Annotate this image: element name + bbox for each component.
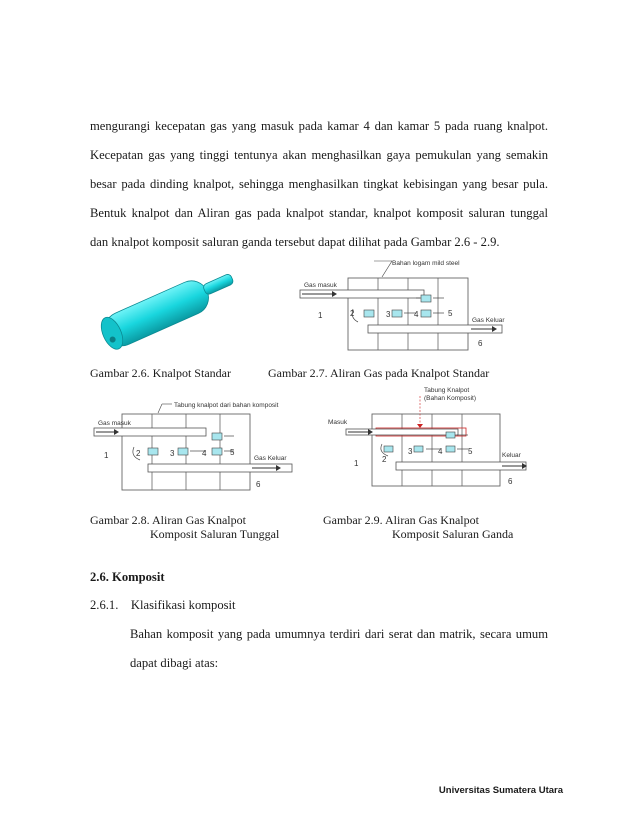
fig29-num: 4 xyxy=(438,447,443,456)
section-line: dapat dibagi atas: xyxy=(130,656,219,670)
fig28-label-material: Tabung knalpot dari bahan komposit xyxy=(174,402,279,409)
fig28-num: 1 xyxy=(104,451,109,460)
figure-2-6-muffler-image xyxy=(86,262,246,352)
fig29-num: 6 xyxy=(508,477,513,486)
fig28-num: 6 xyxy=(256,480,261,489)
figure-2-8-caption: Gambar 2.8. Aliran Gas Knalpot xyxy=(90,513,246,527)
body-line: Kecepatan gas yang tinggi tentunya akan menghasilkan gaya pemukulan yang semakin xyxy=(90,148,548,162)
fig27-num: 2 xyxy=(350,309,355,318)
figure-2-8-diagram xyxy=(92,392,302,502)
fig28-num: 4 xyxy=(202,449,207,458)
body-line: besar pada dinding knalpot, sehingga menghasilkan tingkat kebisingan yang besar pula. xyxy=(90,177,548,191)
fig28-label-in: Gas masuk xyxy=(98,420,131,427)
subsection-heading: 2.6.1. Klasifikasi komposit xyxy=(90,598,236,612)
figure-2-6-caption: Gambar 2.6. Knalpot Standar xyxy=(90,366,231,380)
figure-2-9-caption: Gambar 2.9. Aliran Gas Knalpot xyxy=(323,513,479,527)
fig29-num: 5 xyxy=(468,447,473,456)
fig28-label-out: Gas Keluar xyxy=(254,455,287,462)
fig27-num: 5 xyxy=(448,309,453,318)
figure-2-9-diagram xyxy=(322,384,542,504)
figure-2-7-diagram xyxy=(296,258,506,358)
fig28-num: 5 xyxy=(230,448,235,457)
fig29-label-tube: Tabung Knalpot xyxy=(424,387,470,394)
fig27-num: 4 xyxy=(414,310,419,319)
body-line: dan knalpot komposit saluran ganda tersebut dapat dilihat pada Gambar 2.6 - 2.9. xyxy=(90,235,500,249)
figure-2-7-caption: Gambar 2.7. Aliran Gas pada Knalpot Standar xyxy=(268,366,490,380)
section-heading: 2.6. Komposit xyxy=(90,570,165,584)
body-line: mengurangi kecepatan gas yang masuk pada kamar 4 dan kamar 5 pada ruang knalpot. xyxy=(90,119,548,133)
fig27-label-out: Gas Keluar xyxy=(472,317,505,324)
fig29-num: 1 xyxy=(354,459,359,468)
fig29-label-out: Keluar xyxy=(502,452,521,459)
fig29-num: 3 xyxy=(408,447,413,456)
fig29-num: 2 xyxy=(382,455,387,464)
fig28-num: 3 xyxy=(170,449,175,458)
figure-2-8-caption-sub: Komposit Saluran Tunggal xyxy=(150,527,280,541)
figure-2-9-caption-sub: Komposit Saluran Ganda xyxy=(392,527,514,541)
fig29-label-in: Masuk xyxy=(328,419,348,426)
fig28-num: 2 xyxy=(136,449,141,458)
footer-university: Universitas Sumatera Utara xyxy=(438,785,563,796)
body-line: Bentuk knalpot dan Aliran gas pada knalpot standar, knalpot komposit saluran tunggal xyxy=(90,206,548,220)
fig27-num: 6 xyxy=(478,339,483,348)
section-line: Bahan komposit yang pada umumnya terdiri dari serat dan matrik, secara umum xyxy=(130,627,548,641)
fig27-label-in: Gas masuk xyxy=(304,282,337,289)
fig27-label-material: Bahan logam mild steel xyxy=(392,260,460,267)
fig29-label-material: (Bahan Komposit) xyxy=(424,395,477,402)
fig27-num: 1 xyxy=(318,311,323,320)
fig27-num: 3 xyxy=(386,310,391,319)
section-paragraph xyxy=(130,620,548,678)
body-paragraph xyxy=(90,112,548,257)
